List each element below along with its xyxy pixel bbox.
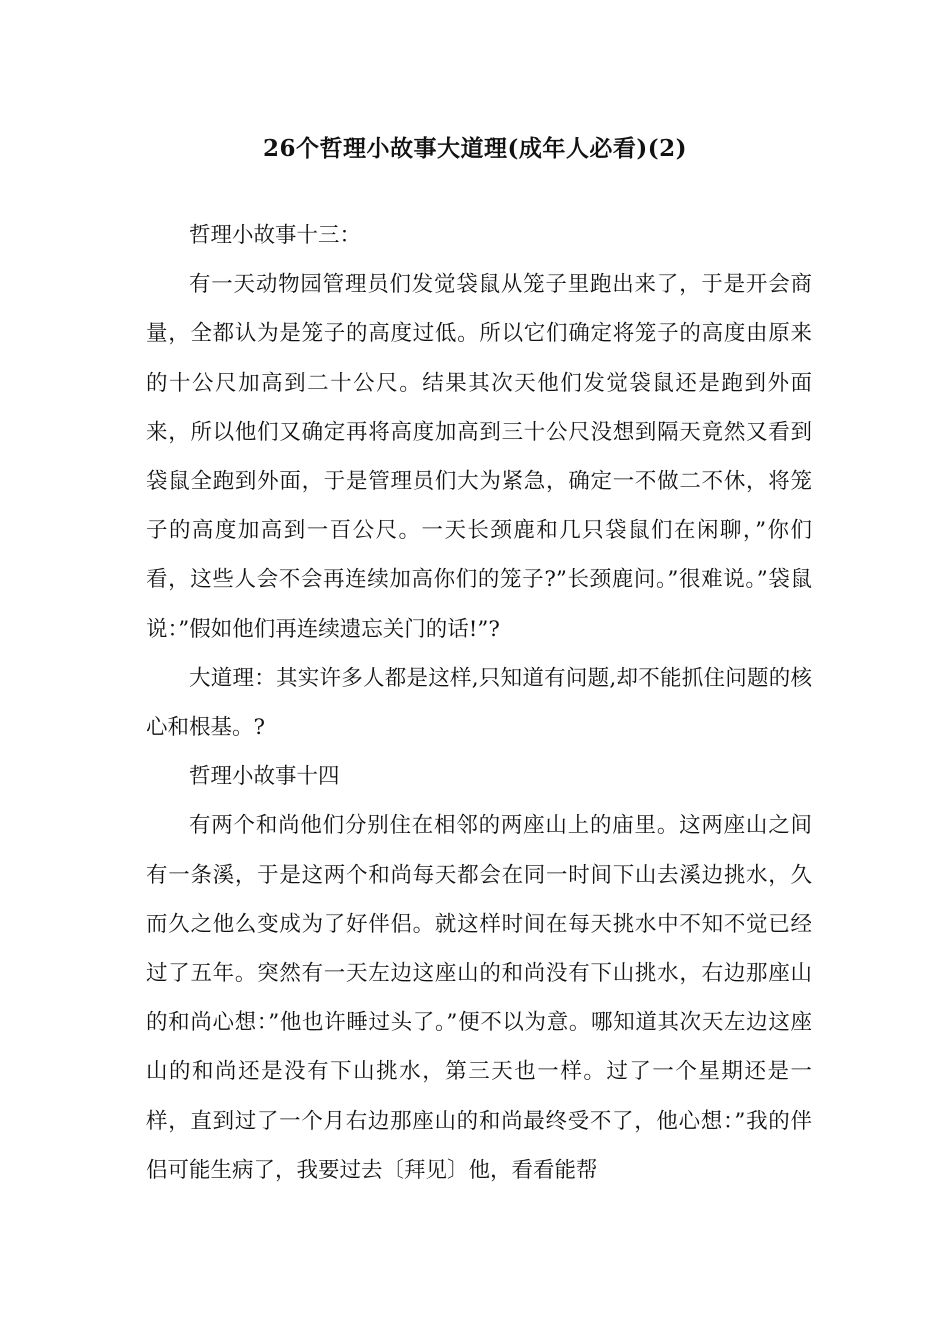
paragraph-moral-13: 大道理：其实许多人都是这样,只知道有问题,却不能抓住问题的核心和根基。? — [146, 665, 812, 741]
paragraph-story-14: 有两个和尚他们分别住在相邻的两座山上的庙里。这两座山之间有一条溪，于是这两个和尚每天都会在同一时间下山去溪边挑水，久而久之他么变成为了好伴侣。就这样时间在每天挑水中不知不觉已经过了五年。突然有一天左边这座山的和尚没有下山挑水，右边那座山的和尚心想：”他也许睡过头了。”便不以为意。哪知道其次天左边这座山的和尚还是没有下山挑水，第三天也一样。过了一个星期还是一样，直到过了一个月右边那座山的和尚最终受不了，他心想：”我的伴侣可能生病了，我要过去〔拜见〕他，看看能帮 — [146, 813, 812, 1183]
page-title: 26个哲理小故事大道理(成年人必看)(2) — [262, 135, 688, 162]
paragraph-heading-14: 哲理小故事十四 — [189, 764, 340, 790]
document-body — [146, 211, 812, 1195]
paragraph-story-13: 有一天动物园管理员们发觉袋鼠从笼子里跑出来了，于是开会商量，全都认为是笼子的高度过低。所以它们确定将笼子的高度由原来的十公尺加高到二十公尺。结果其次天他们发觉袋鼠还是跑到外面来，所以他们又确定再将高度加高到三十公尺没想到隔天竟然又看到袋鼠全跑到外面，于是管理员们大为紧急，确定一不做二不休，将笼子的高度加高到一百公尺。一天长颈鹿和几只袋鼠们在闲聊，”你们看，这些人会不会再连续加高你们的笼子?”长颈鹿问。”很难说。”袋鼠说：”假如他们再连续遗忘关门的话!”? — [146, 272, 812, 642]
paragraph-heading-13: 哲理小故事十三： — [189, 223, 362, 248]
